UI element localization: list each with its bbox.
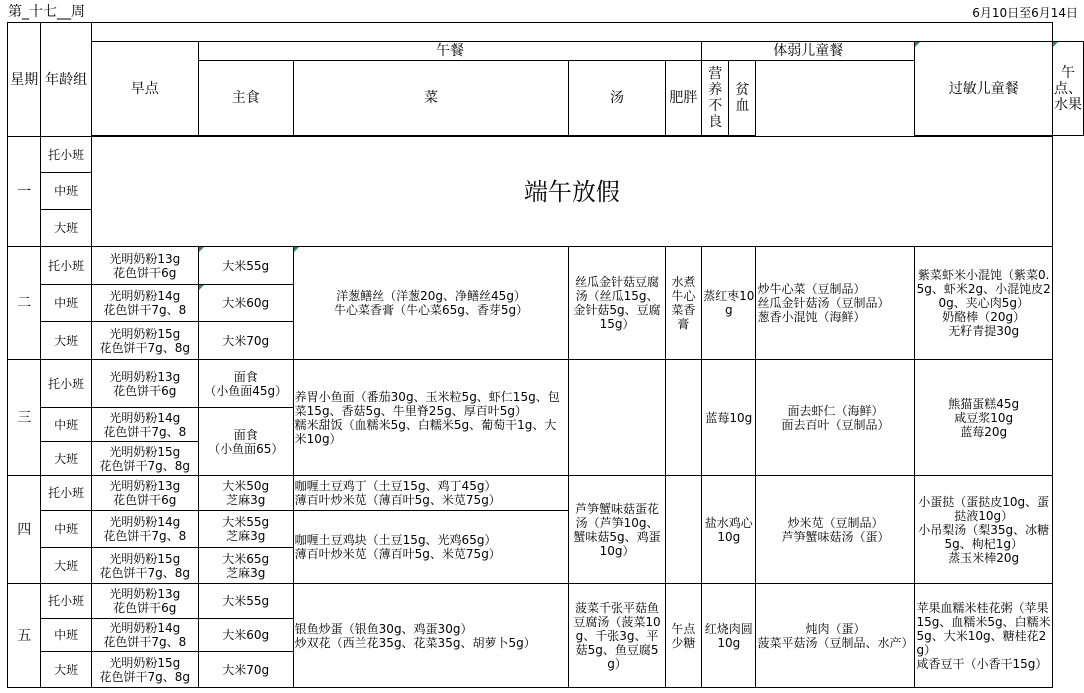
snack-cell: 紫菜虾米小混饨（紫菜0.5g、虾米2g、小混饨皮20g、夹心肉5g） 奶酪棒（20g） 无籽青提30g	[915, 247, 1053, 360]
group-cell: 托小班	[41, 360, 91, 408]
col-anemia: 贫血	[729, 61, 756, 136]
col-age-group: 年龄组	[41, 23, 91, 137]
day-thu: 四	[8, 476, 41, 584]
breakfast-cell: 光明奶粉14g 花色饼干7g、8	[91, 408, 198, 442]
group-cell: 中班	[41, 173, 91, 210]
soup-cell: 丝瓜金针菇豆腐汤（丝瓜15g、金针菇5g、豆腐15g）	[569, 247, 665, 360]
dish-cell: 银鱼炒蛋（银鱼30g、鸡蛋30g） 炒双花（西兰花35g、花菜35g、胡萝卜5g）	[293, 584, 569, 688]
group-cell: 中班	[41, 619, 91, 652]
dish-cell: 咖喱土豆鸡丁（土豆15g、鸡丁45g） 薄百叶炒米苋（薄百叶5g、米苋75g）	[293, 476, 569, 511]
staple-cell: 大米60g	[198, 285, 293, 322]
breakfast-cell: 光明奶粉15g 花色饼干7g、8g	[91, 442, 198, 476]
allergy-cell: 炒牛心菜（豆制品） 丝瓜金针菇汤（豆制品） 葱香小混饨（海鲜）	[756, 247, 915, 360]
soup-cell: 芦笋蟹味菇蛋花汤（芦笋10g、蟹味菇5g、鸡蛋10g）	[569, 476, 665, 584]
breakfast-cell: 光明奶粉14g 花色饼干7g、8	[91, 511, 198, 548]
obese-cell: 午点少糖	[665, 584, 702, 688]
allergy-cell: 炒米苋（豆制品） 芦笋蟹味菇汤（蛋）	[756, 476, 915, 584]
col-allergy: 过敏儿童餐	[915, 42, 1053, 136]
anemia-cell: 蓝莓10g	[702, 360, 756, 476]
col-obese: 肥胖	[665, 61, 702, 136]
obese-cell	[665, 476, 702, 584]
col-malnutrition: 营养不良	[702, 61, 729, 136]
date-range: 6月10日至6月14日	[972, 6, 1078, 20]
col-dish: 菜	[293, 61, 569, 136]
group-cell: 大班	[41, 548, 91, 584]
anemia-cell: 盐水鸡心10g	[702, 476, 756, 584]
breakfast-cell: 光明奶粉13g 花色饼干6g	[91, 360, 198, 408]
col-staple: 主食	[198, 61, 293, 136]
group-cell: 托小班	[41, 247, 91, 285]
obese-cell	[665, 360, 702, 476]
day-wed: 三	[8, 360, 41, 476]
staple-cell: 大米55g	[198, 584, 293, 619]
day-fri: 五	[8, 584, 41, 688]
group-cell: 中班	[41, 511, 91, 548]
staple-cell: 大米50g 芝麻3g	[198, 476, 293, 511]
col-breakfast: 早点	[91, 42, 198, 136]
dish-cell: 咖喱土豆鸡块（土豆15g、光鸡65g） 薄百叶炒米苋（薄百叶5g、米苋75g）	[293, 511, 569, 584]
snack-cell: 熊猫蛋糕45g 咸豆浆10g 蓝莓20g	[915, 360, 1053, 476]
staple-cell: 大米70g	[198, 652, 293, 688]
anemia-cell: 红烧肉圆10g	[702, 584, 756, 688]
group-cell: 大班	[41, 322, 91, 360]
obese-cell: 水煮牛心菜香膏	[665, 247, 702, 360]
breakfast-cell: 光明奶粉14g 花色饼干7g、8	[91, 285, 198, 322]
group-cell: 托小班	[41, 476, 91, 511]
allergy-cell: 面去虾仁（海鲜） 面去百叶（豆制品）	[756, 360, 915, 476]
staple-cell: 面食 （小鱼面45g）	[198, 360, 293, 408]
holiday-note: 端午放假	[91, 137, 1052, 247]
staple-cell: 大米60g	[198, 619, 293, 652]
breakfast-cell: 光明奶粉15g 花色饼干7g、8g	[91, 322, 198, 360]
dish-cell: 养胃小鱼面（番茄30g、玉米粒5g、虾仁15g、包菜15g、香菇5g、牛里脊25g、厚百叶5g） 糯米甜饭（血糯米5g、白糯米5g、葡萄干1g、大米10g）	[293, 360, 569, 476]
col-weekday: 星期	[8, 23, 41, 137]
staple-cell: 大米65g 芝麻3g	[198, 548, 293, 584]
col-snack: 午点、水果	[1053, 42, 1084, 136]
breakfast-cell: 光明奶粉13g 花色饼干6g	[91, 476, 198, 511]
soup-cell	[569, 360, 665, 476]
staple-cell: 大米70g	[198, 322, 293, 360]
snack-cell: 小蛋挞（蛋挞皮10g、蛋挞液10g） 小吊梨汤（梨35g、冰糖5g、枸杞1g） 蒸玉米棒20g	[915, 476, 1053, 584]
staple-cell: 大米55g 芝麻3g	[198, 511, 293, 548]
breakfast-cell: 光明奶粉13g 花色饼干6g	[91, 584, 198, 619]
group-cell: 托小班	[41, 137, 91, 173]
breakfast-cell: 光明奶粉13g 花色饼干6g	[91, 247, 198, 285]
day-mon: 一	[8, 137, 41, 247]
col-weak-meal: 体弱儿童餐	[702, 42, 915, 61]
allergy-cell: 炖肉（蛋） 菠菜平菇汤（豆制品、水产）	[756, 584, 915, 688]
col-lunch: 午餐	[198, 42, 701, 61]
group-cell: 大班	[41, 210, 91, 247]
staple-cell: 大米55g	[198, 247, 293, 285]
dish-cell: 洋葱鳝丝（洋葱20g、净鳝丝45g） 牛心菜香膏（牛心菜65g、香芽5g）	[293, 247, 569, 360]
soup-cell: 菠菜千张平菇鱼豆腐汤（菠菜10g、千张3g、平菇5g、鱼豆腐5g）	[569, 584, 665, 688]
breakfast-cell: 光明奶粉14g 花色饼干7g、8	[91, 619, 198, 652]
anemia-cell: 蒸红枣10g	[702, 247, 756, 360]
group-cell: 中班	[41, 408, 91, 442]
col-soup: 汤	[569, 61, 665, 136]
week-label: 第_十七__周	[8, 4, 85, 20]
group-cell: 大班	[41, 652, 91, 688]
menu-table	[7, 22, 1084, 688]
group-cell: 托小班	[41, 584, 91, 619]
breakfast-cell: 光明奶粉15g 花色饼干7g、8g	[91, 548, 198, 584]
snack-cell: 苹果血糯米桂花粥（苹果15g、血糯米5g、白糯米5g、大米10g、糖桂花2g） 咸香豆干（小香干15g）	[915, 584, 1053, 688]
group-cell: 大班	[41, 442, 91, 476]
breakfast-cell: 光明奶粉15g 花色饼干7g、8g	[91, 652, 198, 688]
staple-cell: 面食 （小鱼面65）	[198, 408, 293, 476]
group-cell: 中班	[41, 285, 91, 322]
day-tue: 二	[8, 247, 41, 360]
